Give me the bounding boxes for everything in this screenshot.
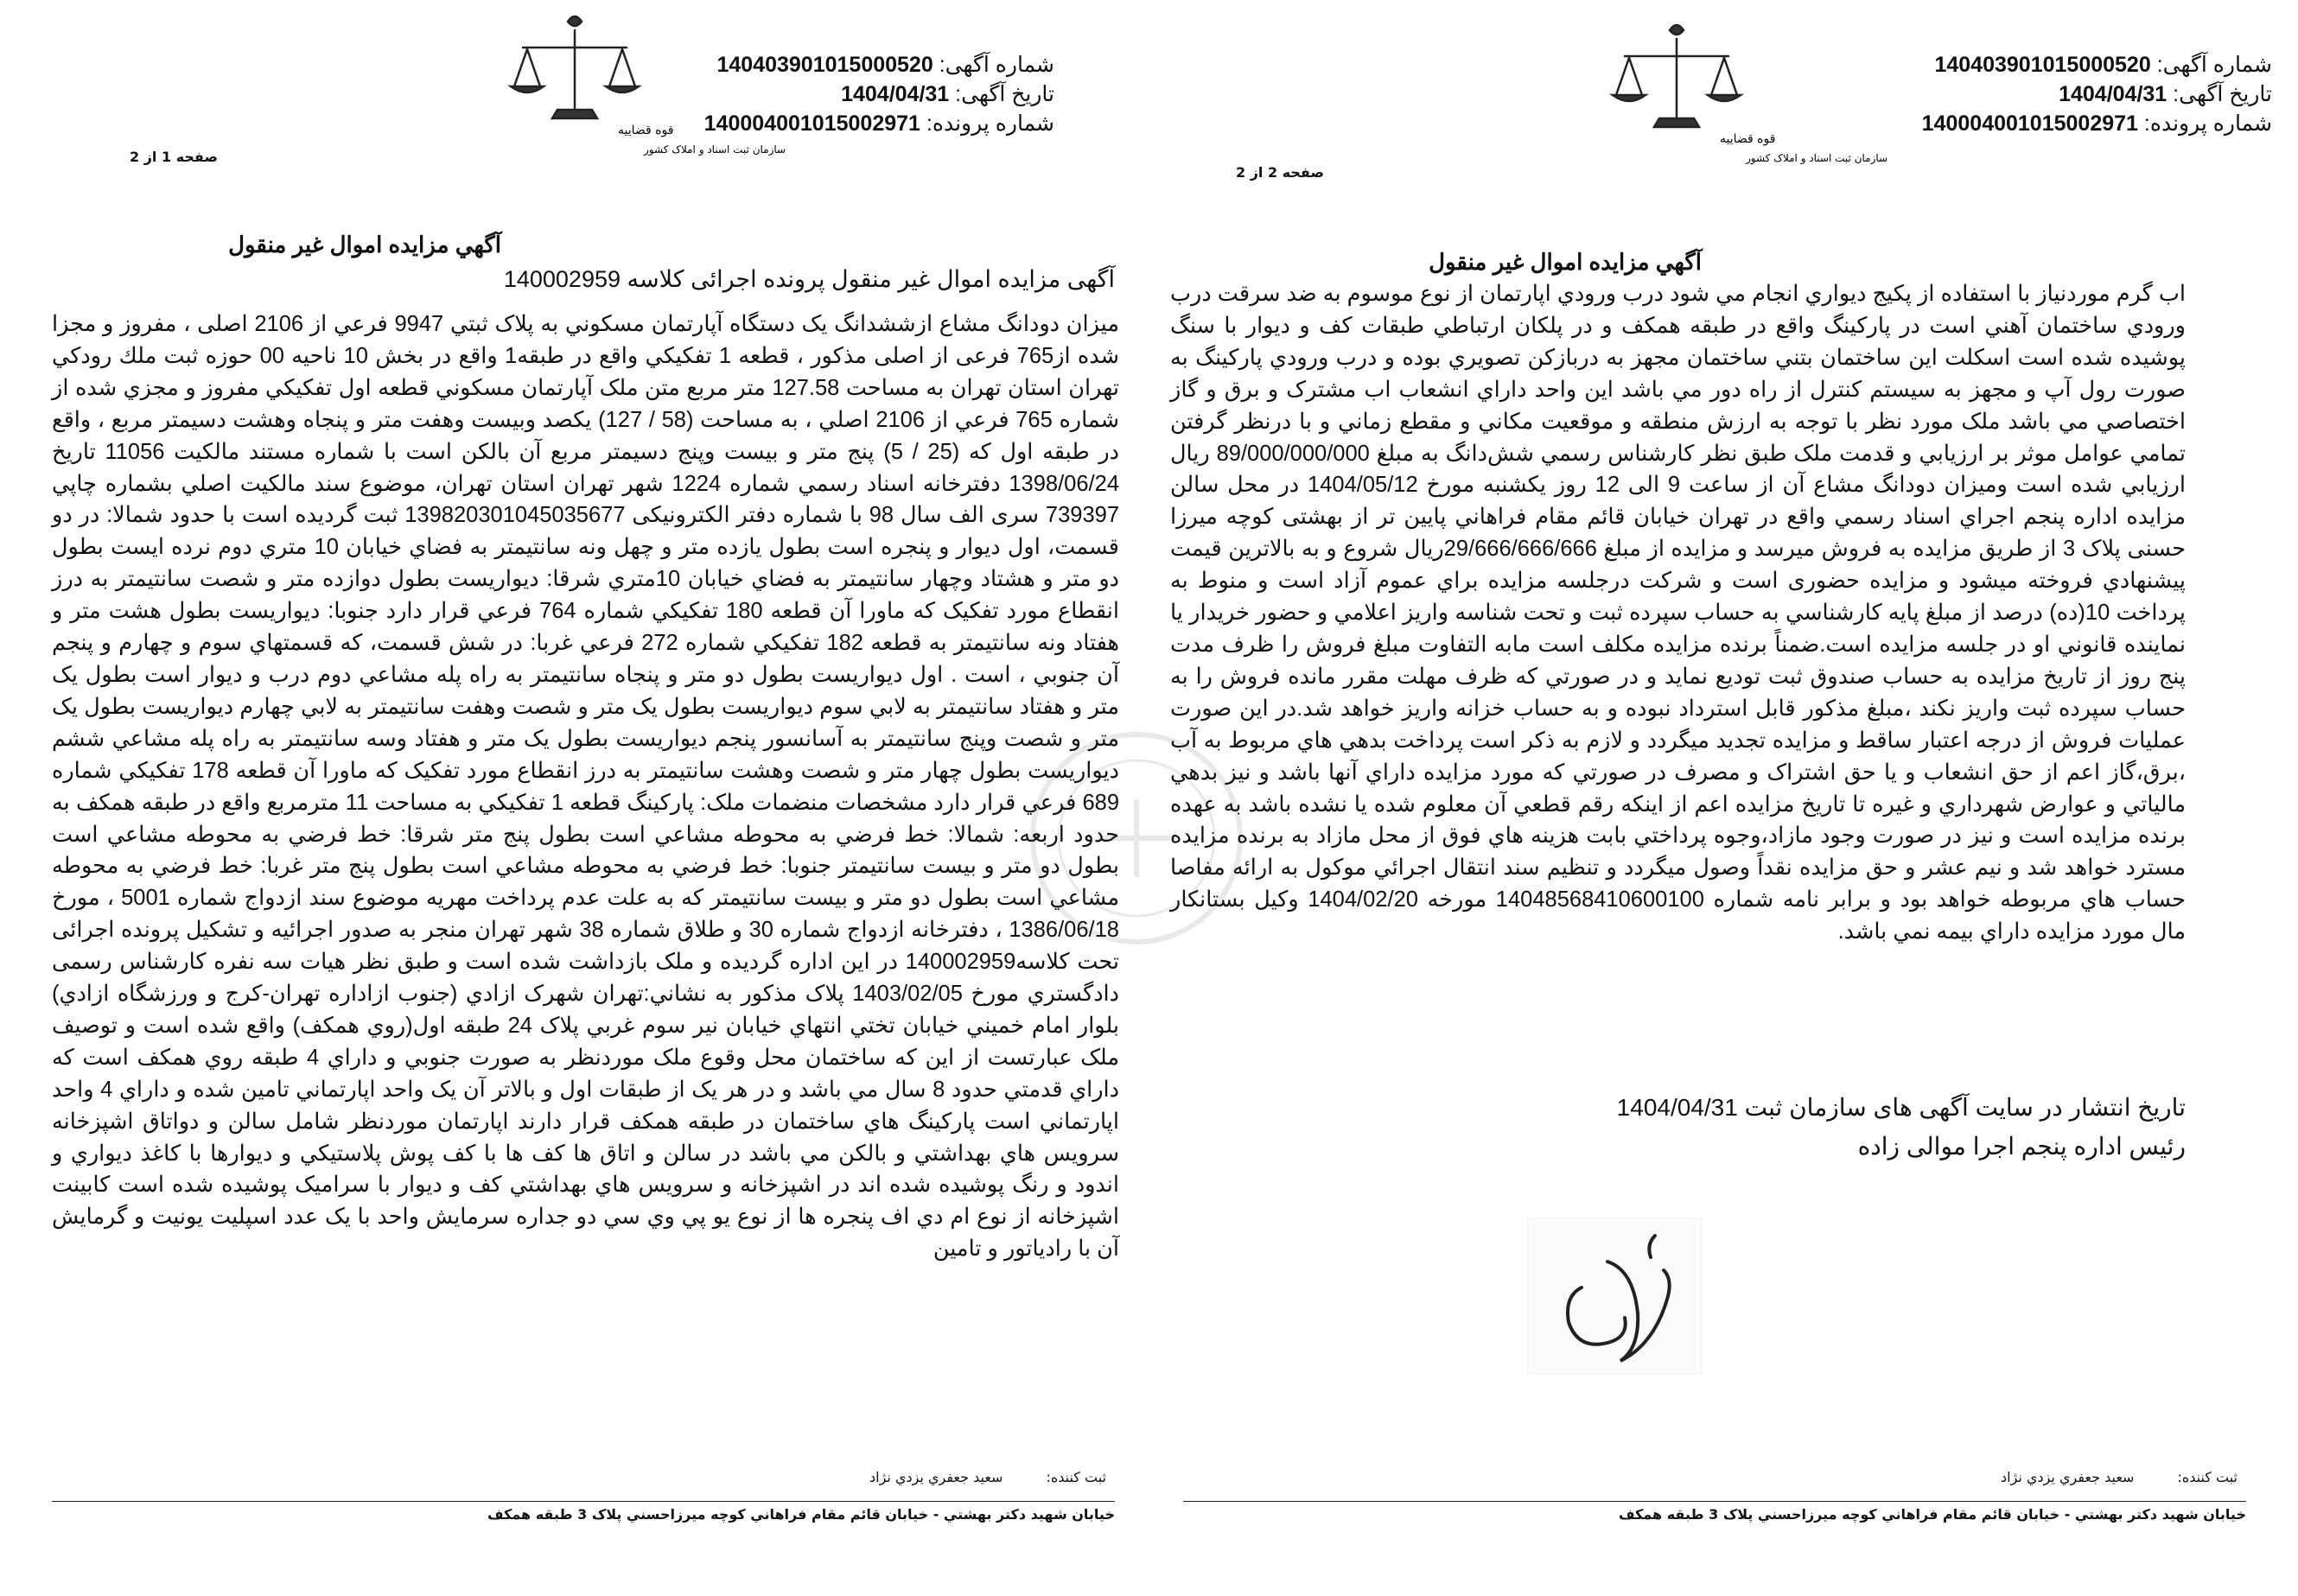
- notice-number: 140403901015000520: [716, 53, 933, 77]
- page-footer: [1183, 1469, 2246, 1523]
- notice-page-1: [0, 0, 1124, 1596]
- scales-of-justice-icon: [1590, 13, 1888, 169]
- judiciary-emblem: [488, 4, 786, 160]
- page-footer: [52, 1469, 1115, 1523]
- file-number-label: شماره پرونده:: [926, 111, 1054, 136]
- file-number: 140004001015002971: [703, 111, 920, 136]
- registrar-name: سعيد جعفري يزدي نژاد: [2001, 1469, 2135, 1485]
- judiciary-emblem: [1590, 13, 1888, 169]
- registrar: [1183, 1469, 2246, 1489]
- notice-title: آگهي مزايده اموال غير منقول: [228, 232, 501, 258]
- signer-line: رئیس اداره پنجم اجرا موالی زاده: [1857, 1133, 2186, 1160]
- notice-number-label: شماره آگهی:: [939, 53, 1054, 77]
- emblem-text-judiciary: قوه قضاییه: [618, 124, 674, 137]
- emblem-text-registry: سازمان ثبت اسناد و املاک کشور: [1746, 152, 1888, 164]
- file-number-label: شماره پرونده:: [2143, 111, 2272, 136]
- scales-of-justice-icon: [488, 4, 786, 160]
- notice-date-label: تاریخ آگهی:: [955, 82, 1054, 106]
- notice-date-label: تاریخ آگهی:: [2173, 82, 2272, 106]
- office-address: خيابان شهيد دکتر بهشتي - خيابان قائم مقام فراهاني کوچه ميرزاحسني پلاک 3 طبقه همکف: [487, 1506, 1115, 1523]
- notice-page-2: [1124, 0, 2298, 1596]
- file-number: 140004001015002971: [1921, 111, 2138, 136]
- publication-date-line: تاريخ انتشار در سايت آگهی های سازمان ثبت 1404/04/31: [1616, 1094, 2186, 1121]
- registrar-label: ثبت کننده:: [1046, 1469, 1106, 1485]
- notice-date: 1404/04/31: [2059, 82, 2168, 106]
- notice-body: اب گرم موردنياز با استفاده از پکيج ديواري انجام مي شود درب ورودي اپارتمان از نوع موسوم به ضد سرقت درب ورودي ساختمان آهني است در پارکينگ واقع در طبقه همکف و در پلکان ارتباطي طبقات کف و ديوار با سنگ پوشيده شده است اسکلت اين ساختمان بتني ساختمان مجهز به دربازکن تصويري بوده و درب ورودي پارکينگ به صورت رول آپ و مجهز به سيستم کنترل از راه دور مي باشد اين واحد داراي انشعاب اب مشترک و برق و گاز اختصاصي مي باشد ملک مورد نظر با توجه به ارزش منطقه و موقعيت مکاني و مقطع زماني و با درنظر گرفتن تمامي عوامل موثر بر ارزيابي و قدمت ملک طبق نظر کارشناس رسمي شش‌دانگ به مبلغ 89/000/000/000 ريال ارزيابي شده است وميزان دودانگ مشاع آن از ساعت 9 الی 12 روز يکشنبه مورخ 1404/05/12 در محل سالن مزايده اداره پنجم اجراي اسناد رسمي واقع در تهران خيابان قائم مقام فراهاني پايين تر از بهشتی کوچه ميرزا حسنی پلاک 3 از طريق مزايده به فروش ميرسد و مزايده از مبلغ 29/666/666/666ريال شروع و به بالاترين قيمت پيشنهادي فروخته ميشود و مزايده حضوری است و شرکت درجلسه مزايده براي عموم آزاد است و منوط به پرداخت 10(ده) درصد از مبلغ پايه کارشناسي به حساب سپرده ثبت و تحت شناسه واريز اعلامي و حضور خريدار يا نماينده قانوني او در جلسه مزايده است.ضمناً برنده مزايده مکلف است مابه التفاوت مبلغ فروش را ظرف مدت پنج روز از تاريخ مزايده به حساب صندوق ثبت توديع نمايد و در صورتي که ظرف مهلت مقرر مانده فروش را به حساب سپرده ثبت واريز نکند ،مبلغ مذکور قابل استرداد نبوده و به حساب خزانه واريز خواهد شد.در اين صورت عمليات فروش از درجه اعتبار ساقط و مزايده تجديد ميگردد و لازم به ذکر است پرداخت بدهي هاي مربوط به آب ،برق،گاز اعم از حق انشعاب و يا حق اشتراک و مصرف در صورتي که مورد مزايده داراي آنها باشد و نيز بدهي مالياتي و عوارض شهرداري و غيره تا تاريخ مزايده اعم از اينکه رقم قطعي آن معلوم شده يا نشده باشد به عهده برنده مزايده است و نيز در صورت وجود مازاد،وجوه پرداختي بابت هزينه هاي فوق از محل مازاد به برنده مزايده مسترد خواهد شد و نيم عشر و حق مزايده نقداً وصول ميگردد و تنظيم سند انتقال اجرائي موکول به ارائه مفاصا حساب هاي مربوطه خواهد بود و برابر نامه شماره 14048568410600100 مورخه 1404/02/20 وکيل بستانکار مال مورد مزايده داراي بيمه نمي باشد.: [1170, 282, 2187, 944]
- notice-date: 1404/04/31: [841, 82, 950, 106]
- registrar-name: سعيد جعفري يزدي نژاد: [869, 1469, 1003, 1485]
- notice-title: آگهي مزايده اموال غير منقول: [1429, 249, 1702, 275]
- notice-number: 140403901015000520: [1934, 53, 2151, 77]
- registrar: [52, 1469, 1115, 1489]
- page-number: صفحه 2 از 2: [1236, 164, 1324, 181]
- office-address: خيابان شهيد دکتر بهشتي - خيابان قائم مقام فراهاني کوچه ميرزاحسني پلاک 3 طبقه همکف: [1618, 1506, 2246, 1523]
- emblem-text-judiciary: قوه قضاییه: [1720, 132, 1776, 146]
- handwritten-signature: [1521, 1210, 1720, 1383]
- notice-header-meta: [1922, 50, 2272, 138]
- notice-subtitle: آگهی مزایده اموال غیر منقول پرونده اجرائی کلاسه 140002959: [503, 266, 1115, 292]
- notice-body: ميزان دودانگ مشاع ازششدانگ يک دستگاه آپارتمان مسکوني به پلاک ثبتي 9947 فرعي از 2106 اصلی ، مفروز و مجزا شده از765 فرعی از اصلی مذکور ، قطعه 1 تفکيکي واقع در طبقه1 واقع در بخش 10 ناحيه 00 حوزه ثبت ملك رودكي تهران استان تهران به مساحت 127.58 متر مربع متن ملک آپارتمان مسکوني قطعه اول تفکيکي مفروز و مجزي شده از شماره 765 فرعي از 2106 اصلي ، به مساحت (58 / 127) يکصد وبيست وهفت متر و پنجاه وهشت دسيمتر مربع ، واقع در طبقه اول که (25 / 5) پنج متر و بيست وپنج دسيمتر مربع آن بالكن است با شماره مستند مالکيت 11056 تاريخ 1398/06/24 دفترخانه اسناد رسمي شماره 1224 شهر تهران استان تهران، موضوع سند مالکيت اصلي بشماره چاپي 739397 سری الف سال 98 با شماره دفتر الکترونيکی 139820301045035677 ثبت گرديده است با حدود شمالا: در دو قسمت، اول ديوار و پنجره است بطول يازده متر و چهل ونه سانتيمتر به فضاي خيابان 10 متري دوم نرده ايست بطول دو متر و هشتاد وچهار سانتيمتر به فضاي خيابان 10متري شرقا: ديواريست بطول دوازده متر و شصت سانتيمتر به درز انقطاع مورد تفکيک که ماورا آن قطعه 180 تفکيکي شماره 764 فرعي قرار دارد جنوبا: ديواريست بطول هشت متر و هفتاد ونه سانتيمتر به قطعه 182 تفکيکي شماره 272 فرعي غربا: در شش قسمت، که قسمتهاي سوم و چهارم و پنجم آن جنوبي ، است . اول ديواريست بطول دو متر و پنجاه سانتيمتر به راه پله مشاعي دوم درب و ديوار است بطول يک متر و هفتاد سانتيمتر به لابي سوم ديواريست بطول يک متر و شصت وهفت سانتيمتر به لابي چهارم ديواريست بطول يک متر و شصت وپنج سانتيمتر به آسانسور پنجم ديواريست بطول يک متر و هفتاد وسه سانتيمتر به راه پله مشاعي ششم ديواريست بطول چهار متر و شصت وهشت سانتيمتر به درز انقطاع مورد تفکيک که ماورا آن قطعه 178 تفکيکي شماره 689 فرعي قرار دارد مشخصات منضمات ملک: پارکينگ قطعه 1 تفکيکي به مساحت 11 مترمربع واقع در طبقه همکف به حدود اربعه: شمالا: خط فرضي به محوطه مشاعي است بطول پنج متر شرقا: خط فرضي به محوطه مشاعي است بطول دو متر و بيست سانتيمتر جنوبا: خط فرضي به محوطه مشاعي است بطول پنج متر غربا: خط فرضي به محوطه مشاعي است بطول دو متر و بيست سانتيمتر که به علت عدم پرداخت مهريه موضوع سند ازدواج شماره 5001 ، مورخ 1386/06/18 ، دفترخانه ازدواج شماره 30 و طلاق شماره 38 شهر تهران منجر به صدور اجرائيه و تشکيل پرونده اجرائی تحت کلاسه140002959 در اين اداره گرديده و ملک بازداشت شده است و طبق نظر هيات سه نفره کارشناس رسمی دادگستري مورخ 1403/02/05 پلاک مذکور به نشاني:تهران شهرک ازادي (جنوب ازاداره تهران-کرج و ورزشگاه ازادي) بلوار امام خميني خيابان تختي انتهاي خيابان نير سوم غربي پلاک 24 طبقه اول(روي همکف) واقع شده است و توصيف ملک عبارتست از اين که ساختمان محل وقوع ملک موردنظر به صورت جنوبي و داراي 4 طبقه روي همکف است که داراي قدمتي حدود 8 سال مي باشد و در هر يک از طبقات اول و بالاتر آن يک واحد اپارتماني تامين شده و داراي 4 واحد اپارتماني است پارکينگ هاي ساختمان در طبقه همکف قرار دارند اپارتمان موردنظر شامل سالن و دواتاق اشپزخانه سرويس هاي بهداشتي و بالکن مي باشد در سالن و اتاق ها کف ها با کف پوش پلاستيکي و ديوارها با کاغذ ديواري و اندود و رنگ پوشيده شده اند در اشپزخانه و سرويس هاي بهداشتي کف و ديوار با سراميک پوشيده شده است کابينت اشپزخانه از نوع ام دي اف پنجره ها از نوع يو پي وي سي دو جداره سرمايش واحد با يک عدد اسپليت يونيت و گرمايش آن با رادياتور و تامين: [52, 312, 1120, 1262]
- page-number: صفحه 1 از 2: [130, 149, 218, 165]
- notice-header-meta: [703, 50, 1054, 138]
- registrar-label: ثبت کننده:: [2177, 1469, 2238, 1485]
- emblem-text-registry: سازمان ثبت اسناد و املاک کشور: [644, 143, 786, 156]
- notice-number-label: شماره آگهی:: [2156, 53, 2272, 77]
